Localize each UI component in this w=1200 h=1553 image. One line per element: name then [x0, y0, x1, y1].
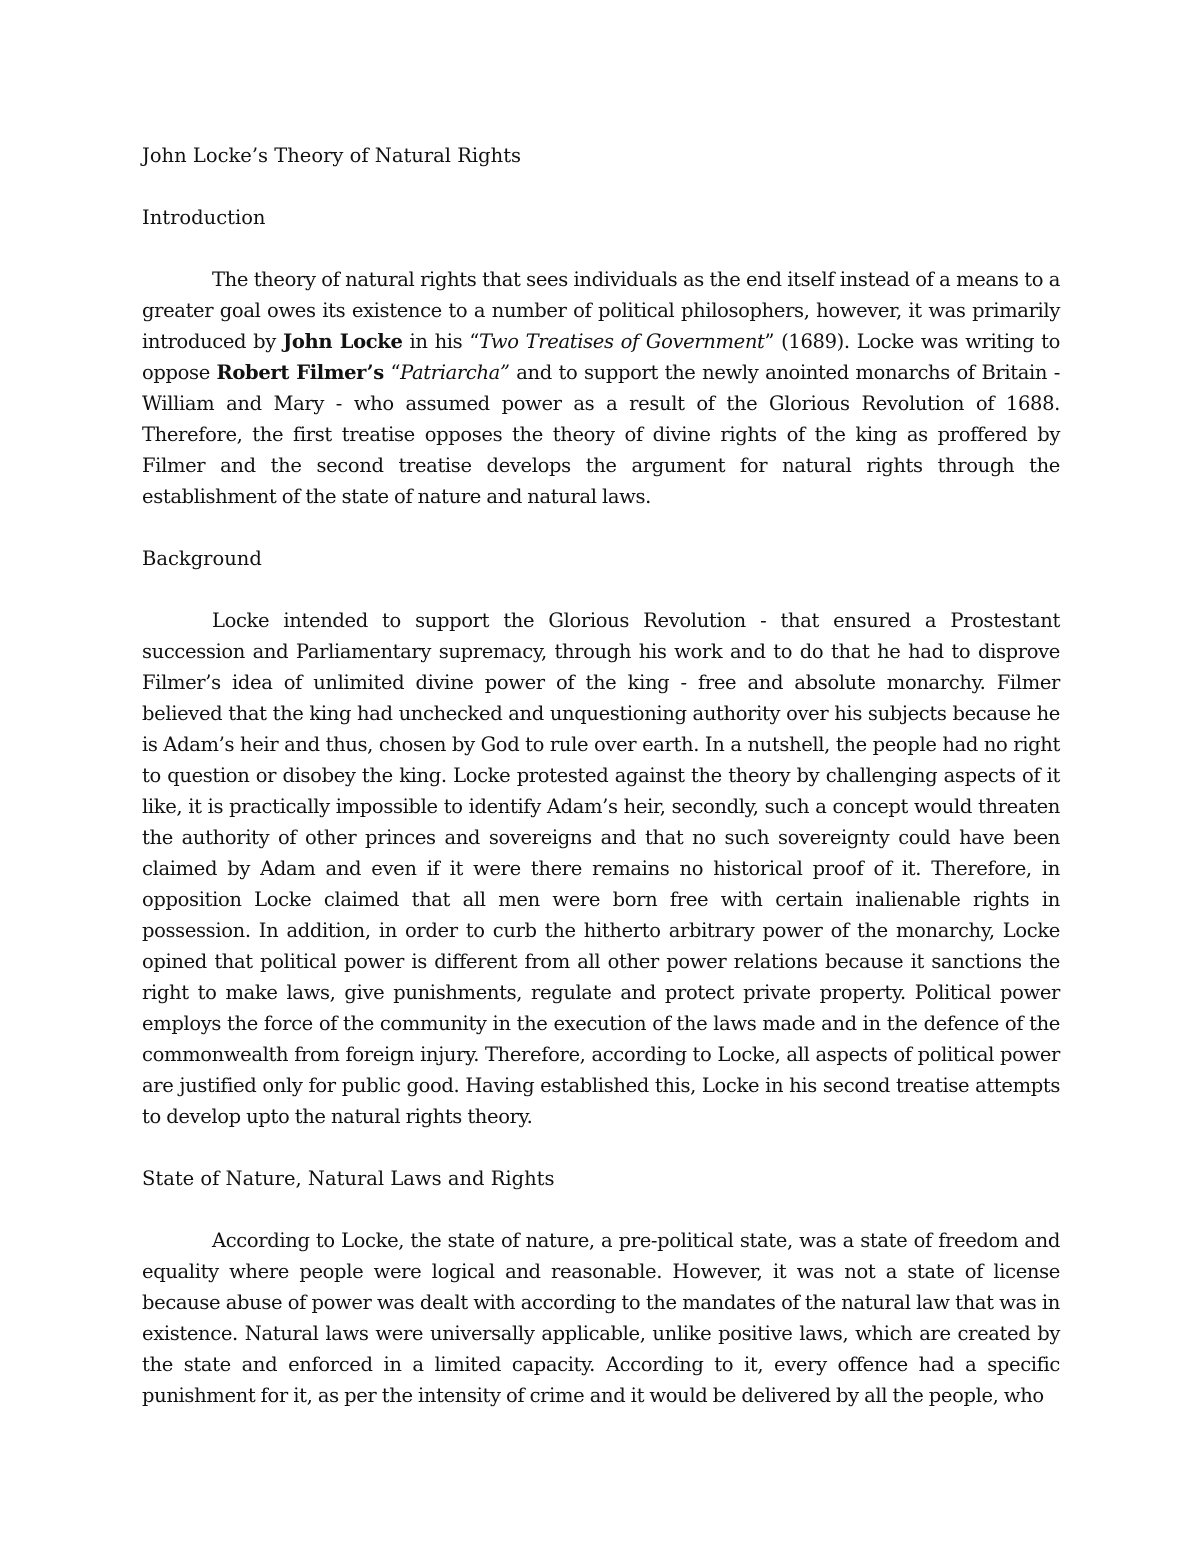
patriarcha-title: Patriarcha”: [400, 361, 510, 384]
two-treatises-title: Two Treatises of Government: [478, 330, 765, 353]
intro-text-1: The theory of natural rights that sees individuals as the end itself instead of a means to a greater goal owes its existence to a number of political philosophers, however, it was primarily introduced by: [142, 268, 1060, 353]
section-heading-introduction: Introduction: [142, 206, 266, 229]
section-heading-background: Background: [142, 547, 262, 570]
document-title: John Locke’s Theory of Natural Rights: [142, 144, 522, 167]
introduction-paragraph: [142, 264, 1060, 512]
intro-text-5: and to support the newly anointed monarchs of Britain - William and Mary - who assumed power as a result of the Glorious Revolution of 1688. Therefore, the first treatise opposes the theory of divine rights of the king as proffered by Filmer and the second treatise develops the argument for natural rights through the establishment of the state of nature and natural laws.: [142, 361, 1061, 508]
intro-text-4: “: [383, 361, 401, 384]
robert-filmer-name: Robert Filmer’s: [216, 361, 384, 384]
intro-text-3: ” (1689). Locke was writing to oppose: [142, 330, 1060, 384]
state-of-nature-paragraph: According to Locke, the state of nature, a pre-political state, was a state of freedom and equality where people were logical and reasonable. However, it was not a state of license because abuse of power was dealt with according to the mandates of the natural law that was in existence. Natural laws were universally applicable, unlike positive laws, which are created by the state and enforced in a limited capacity. According to it, every offence had a specific punishment for it, as per the intensity of crime and it would be delivered by all the people, who: [142, 1229, 1060, 1407]
intro-text-2: in his “: [402, 330, 479, 353]
background-paragraph: Locke intended to support the Glorious Revolution - that ensured a Prostestant succession and Parliamentary supremacy, through his work and to do that he had to disprove Filmer’s idea of unlimited divine power of the king - free and absolute monarchy. Filmer believed that the king had unchecked and unquestioning authority over his subjects because he is Adam’s heir and thus, chosen by God to rule over earth. In a nutshell, the people had no right to question or disobey the king. Locke protested against the theory by challenging aspects of it like, it is practically impossible to identify Adam’s heir, secondly, such a concept would threaten the authority of other princes and sovereigns and that no such sovereignty could have been claimed by Adam and even if it were there remains no historical proof of it. Therefore, in opposition Locke claimed that all men were born free with certain inalienable rights in possession. In addition, in order to curb the hitherto arbitrary power of the monarchy, Locke opined that political power is different from all other power relations because it sanctions the right to make laws, give punishments, regulate and protect private property. Political power employs the force of the community in the execution of the laws made and in the defence of the commonwealth from foreign injury. Therefore, according to Locke, all aspects of political power are justified only for public good. Having established this, Locke in his second treatise attempts to develop upto the natural rights theory.: [142, 609, 1060, 1128]
section-heading-state-of-nature: State of Nature, Natural Laws and Rights: [142, 1167, 555, 1190]
john-locke-name: John Locke: [282, 330, 403, 353]
